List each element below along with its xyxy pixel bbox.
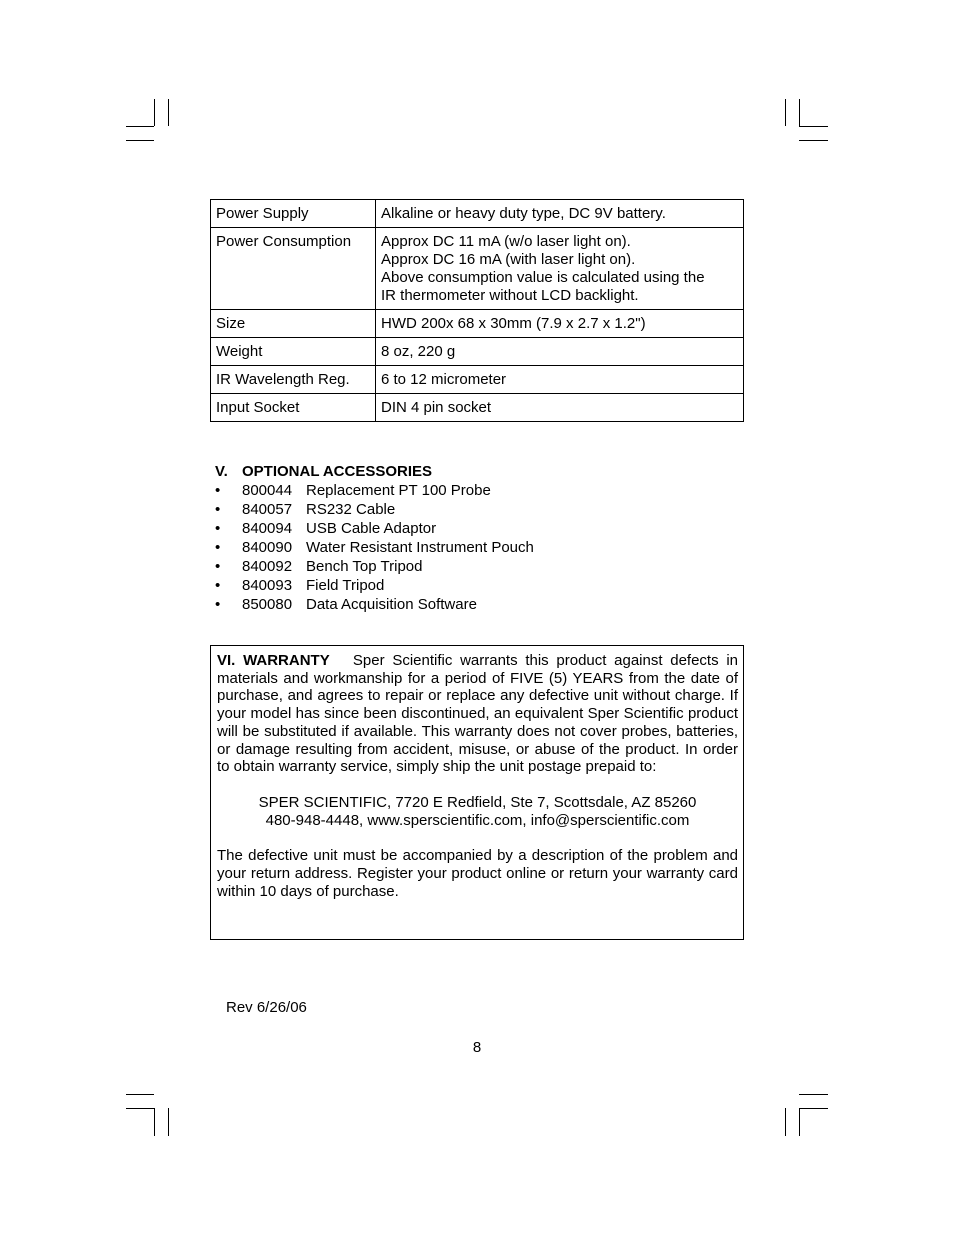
warranty-paragraph: [217, 652, 738, 776]
accessory-item: [215, 481, 534, 500]
warranty-closing: The defective unit must be accompanied by a description of the problem and your return address. Register your product online or return your warranty card within 10 days of purchase.: [217, 847, 738, 900]
spec-row: [211, 366, 744, 394]
bullet-icon: •: [215, 482, 221, 499]
bullet-icon: •: [215, 539, 221, 556]
section-title: OPTIONAL ACCESSORIES: [242, 463, 433, 480]
accessory-name: USB Cable Adaptor: [306, 520, 437, 537]
accessory-item: [215, 576, 534, 595]
spec-value-line: DIN 4 pin socket: [381, 399, 492, 416]
section-number: V.: [215, 463, 228, 480]
specifications-table: [210, 199, 744, 422]
spec-value-line: HWD 200x 68 x 30mm (7.9 x 2.7 x 1.2"): [381, 315, 646, 332]
accessory-code: 840094: [242, 520, 293, 537]
spec-label: Input Socket: [211, 394, 376, 422]
accessory-code: 840092: [242, 558, 293, 575]
bullet-icon: •: [215, 558, 221, 575]
bullet-icon: •: [215, 501, 221, 518]
accessory-name: Field Tripod: [306, 577, 385, 594]
warranty-title: VI. WARRANTY: [217, 652, 330, 669]
spec-label: Size: [211, 310, 376, 338]
accessory-code: 840057: [242, 501, 293, 518]
section-heading: [215, 462, 534, 481]
spec-row: [211, 228, 744, 310]
accessory-item: [215, 595, 534, 614]
spec-row: [211, 200, 744, 228]
accessory-code: 840090: [242, 539, 293, 556]
spec-row: [211, 310, 744, 338]
spec-value: [376, 310, 744, 338]
accessory-code: 850080: [242, 596, 293, 613]
accessory-item: [215, 500, 534, 519]
company-contact: 480-948-4448, www.sperscientific.com, info@sperscientific.com: [265, 811, 690, 829]
accessory-code: 800044: [242, 482, 293, 499]
spec-label: Weight: [211, 338, 376, 366]
spec-value-line: Above consumption value is calculated using the: [381, 269, 705, 286]
company-address: SPER SCIENTIFIC, 7720 E Redfield, Ste 7, Scottsdale, AZ 85260: [258, 793, 697, 811]
spec-value: [376, 366, 744, 394]
spec-row: [211, 394, 744, 422]
spec-value: [376, 394, 744, 422]
spec-row: [211, 338, 744, 366]
warranty-box: [210, 645, 744, 940]
warranty-body: Sper Scientific warrants this product against defects in materials and workmanship for a period of FIVE (5) YEARS from the date of purchase, and agrees to repair or replace any defective unit without charge. If your model has since been discontinued, an equivalent Sper Scientific product will be substituted if available. This warranty does not cover probes, batteries, or damage resulting from accident, misuse, or abuse of the product. In order to obtain warranty service, simply ship the unit postage prepaid to:: [217, 652, 738, 776]
accessory-name: RS232 Cable: [306, 501, 396, 518]
optional-accessories-section: [215, 462, 534, 614]
bullet-icon: •: [215, 596, 221, 613]
spec-value-line: 6 to 12 micrometer: [381, 371, 507, 388]
spec-value: [376, 338, 744, 366]
spec-value-line: IR thermometer without LCD backlight.: [381, 287, 639, 304]
page-number: 8: [472, 1039, 482, 1056]
spec-value: [376, 228, 744, 310]
spec-value-line: Approx DC 11 mA (w/o laser light on).: [381, 233, 631, 250]
accessory-name: Data Acquisition Software: [306, 596, 477, 613]
spec-value-line: Alkaline or heavy duty type, DC 9V battery.: [381, 205, 666, 222]
spec-label: Power Supply: [211, 200, 376, 228]
accessories-list: [215, 481, 534, 614]
accessory-item: [215, 519, 534, 538]
spec-value-line: 8 oz, 220 g: [381, 343, 456, 360]
spec-label: IR Wavelength Reg.: [211, 366, 376, 394]
accessory-name: Bench Top Tripod: [306, 558, 423, 575]
accessory-item: [215, 538, 534, 557]
spec-label: Power Consumption: [211, 228, 376, 310]
spec-value-line: Approx DC 16 mA (with laser light on).: [381, 251, 636, 268]
revision-date: Rev 6/26/06: [226, 999, 307, 1016]
accessory-name: Replacement PT 100 Probe: [306, 482, 491, 499]
spec-value: [376, 200, 744, 228]
bullet-icon: •: [215, 577, 221, 594]
accessory-item: [215, 557, 534, 576]
bullet-icon: •: [215, 520, 221, 537]
accessory-code: 840093: [242, 577, 293, 594]
accessory-name: Water Resistant Instrument Pouch: [306, 539, 534, 556]
